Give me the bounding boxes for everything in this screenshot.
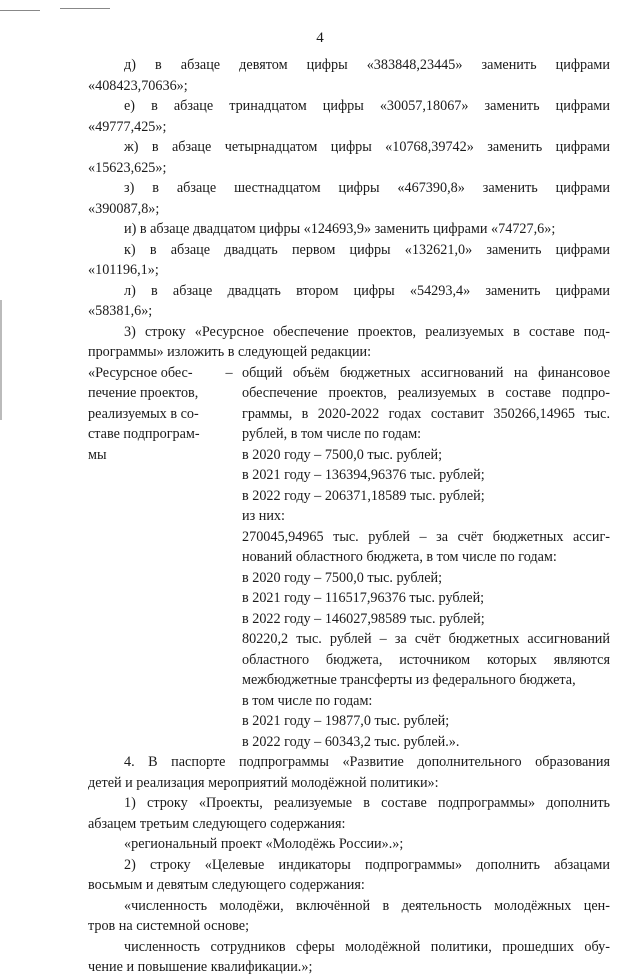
scan-artifact <box>0 300 2 420</box>
text-line: абзацем третьим следующего содержания: <box>88 815 346 832</box>
item-line: ж) в абзаце четырнадцатом цифры «10768,39742» заменить цифрами <box>124 139 610 155</box>
paragraph <box>88 896 610 937</box>
item-line: «408423,70636»; <box>88 77 188 94</box>
paragraph <box>88 793 610 834</box>
text-line: 2) строку «Целевые индикаторы подпрограммы» дополнить абзацами <box>124 856 610 873</box>
text-line: из них: <box>242 508 285 524</box>
text-line: в 2020 году – 7500,0 тыс. рублей; <box>242 569 443 586</box>
page-number: 4 <box>316 30 324 46</box>
text-line: 4. В паспорте подпрограммы «Развитие дополнительного образования <box>124 754 610 770</box>
text-line: детей и реализация мероприятий молодёжной политики»: <box>88 774 439 791</box>
item-line: «49777,425»; <box>88 118 167 135</box>
paragraph <box>88 752 610 793</box>
item-line: программы» изложить в следующей редакции: <box>88 344 372 360</box>
item-line: и) в абзаце двадцатом цифры «124693,9» заменить цифрами «74727,6»; <box>124 221 556 237</box>
list-item <box>88 137 610 178</box>
item-line: «58381,6»; <box>88 303 153 319</box>
block-dash: – <box>225 364 233 381</box>
text-line: «региональный проект «Молодёжь России».»; <box>124 836 404 852</box>
label-line: мы <box>88 446 107 463</box>
label-line: ставе подпрограм- <box>88 426 200 442</box>
text-line: в 2022 году – 60343,2 тыс. рублей.». <box>242 733 460 750</box>
list-item <box>88 281 610 322</box>
text-line: тров на системной основе; <box>88 918 250 934</box>
block-left-label <box>88 363 216 753</box>
label-line: реализуемых в со- <box>88 405 199 422</box>
text-line: численность сотрудников сферы молодёжной политики, прошедших обу- <box>124 938 610 955</box>
list-item <box>88 240 610 281</box>
label-line: печение проектов, <box>88 385 199 401</box>
list-item <box>88 219 610 240</box>
text-line: в 2022 году – 146027,98589 тыс. рублей; <box>242 610 485 627</box>
text-line: 1) строку «Проекты, реализуемые в составе подпрограммы» дополнить <box>124 795 610 811</box>
resource-block <box>88 363 610 753</box>
text-line: в 2021 году – 19877,0 тыс. рублей; <box>242 713 450 729</box>
text-line: 270045,94965 тыс. рублей – за счёт бюджетных ассиг- <box>242 528 610 545</box>
list-item <box>88 55 610 96</box>
text-line: «численность молодёжи, включённой в деятельность молодёжных цен- <box>124 897 610 914</box>
text-line: в 2021 году – 116517,96376 тыс. рублей; <box>242 590 485 606</box>
paragraph <box>88 855 610 896</box>
text-line: 80220,2 тыс. рублей – за счёт бюджетных ассигнований <box>242 631 610 647</box>
paragraph <box>88 834 610 855</box>
list-item <box>88 96 610 137</box>
item-line: «101196,1»; <box>88 262 159 278</box>
text-line: граммы, в 2020-2022 годах составит 350266,14965 тыс. <box>242 405 610 422</box>
text-line: межбюджетные трансферты из федерального бюджета, <box>242 672 576 688</box>
item-line: к) в абзаце двадцать первом цифры «132621,0» заменить цифрами <box>124 241 610 258</box>
text-line: областного бюджета, источником которых являются <box>242 651 610 668</box>
paragraph <box>88 937 610 978</box>
text-line: общий объём бюджетных ассигнований на финансовое <box>242 364 610 381</box>
text-line: в 2022 году – 206371,18589 тыс. рублей; <box>242 487 485 504</box>
item-line: д) в абзаце девятом цифры «383848,23445» заменить цифрами <box>124 57 610 73</box>
list-item <box>88 178 610 219</box>
scan-artifact <box>60 8 110 9</box>
item-line: л) в абзаце двадцать втором цифры «54293,4» заменить цифрами <box>124 282 610 299</box>
item-line: е) в абзаце тринадцатом цифры «30057,18067» заменить цифрами <box>124 98 610 114</box>
document-body <box>88 55 610 978</box>
text-line: в том числе по годам: <box>242 692 373 709</box>
text-line: в 2020 году – 7500,0 тыс. рублей; <box>242 446 443 463</box>
text-line: нований областного бюджета, в том числе по годам: <box>242 549 557 565</box>
paragraph <box>88 322 610 363</box>
scan-artifact <box>0 10 40 11</box>
item-line: 3) строку «Ресурсное обеспечение проектов, реализуемых в составе под- <box>124 323 610 340</box>
text-line: рублей, в том числе по годам: <box>242 426 422 442</box>
text-line: обеспечение проектов, реализуемых в составе подпро- <box>242 385 610 401</box>
text-line: восьмым и девятым следующего содержания: <box>88 877 365 893</box>
block-right-text <box>242 363 610 753</box>
text-line: чение и повышение квалификации.»; <box>88 959 313 975</box>
item-line: «390087,8»; <box>88 200 160 217</box>
item-line: з) в абзаце шестнадцатом цифры «467390,8» заменить цифрами <box>124 180 610 196</box>
text-line: в 2021 году – 136394,96376 тыс. рублей; <box>242 467 485 483</box>
item-line: «15623,625»; <box>88 159 167 176</box>
label-line: «Ресурсное обес- <box>88 364 193 381</box>
